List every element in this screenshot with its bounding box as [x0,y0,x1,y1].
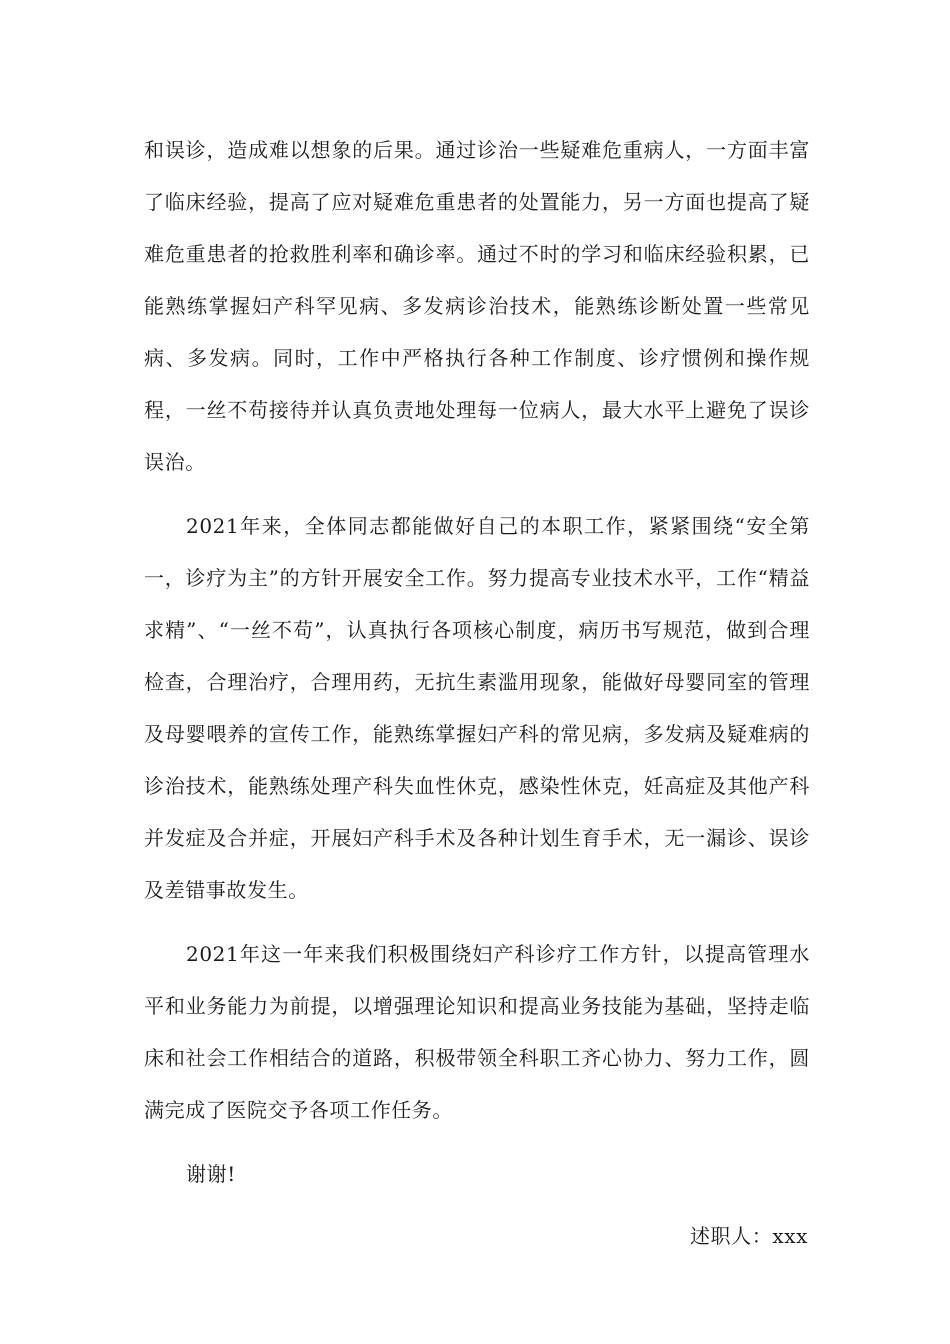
paragraph-annual-summary: 2021年这一年来我们积极围绕妇产科诊疗工作方针，以提高管理水平和业务能力为前提，以增强理论知识和提高业务技能为基础，坚持走临床和社会工作相结合的道路，积极带领全科职工齐心协力、努力工作，圆满完成了医院交予各项工作任务。 [144,942,810,1122]
signature-line: 述职人：xxx [689,1224,808,1248]
closing-thanks: 谢谢! [186,1162,236,1186]
paragraph-continuation: 和误诊，造成难以想象的后果。通过诊治一些疑难危重病人，一方面丰富了临床经验，提高了应对疑难危重患者的处置能力，另一方面也提高了疑难危重患者的抢救胜利率和确诊率。通过不时的学习和临床经验积累，已能熟练掌握妇产科罕见病、多发病诊治技术，能熟练诊断处置一些常见病、多发病。同时，工作中严格执行各种工作制度、诊疗惯例和操作规程，一丝不苟接待并认真负责地处理每一位病人，最大水平上避免了误诊误治。 [144,138,810,474]
paragraph-safety-work: 2021年来，全体同志都能做好自己的本职工作，紧紧围绕“安全第一，诊疗为主”的方针开展安全工作。努力提高专业技术水平，工作“精益求精”、“一丝不苟”，认真执行各项核心制度，病历书写规范，做到合理检查，合理治疗，合理用药，无抗生素滥用现象，能做好母婴同室的管理及母婴喂养的宣传工作，能熟练掌握妇产科的常见病，多发病及疑难病的诊治技术，能熟练处理产科失血性休克，感染性休克，妊高症及其他产科并发症及合并症，开展妇产科手术及各种计划生育手术，无一漏诊、误诊及差错事故发生。 [144,514,810,902]
document-body [144,124,810,1262]
